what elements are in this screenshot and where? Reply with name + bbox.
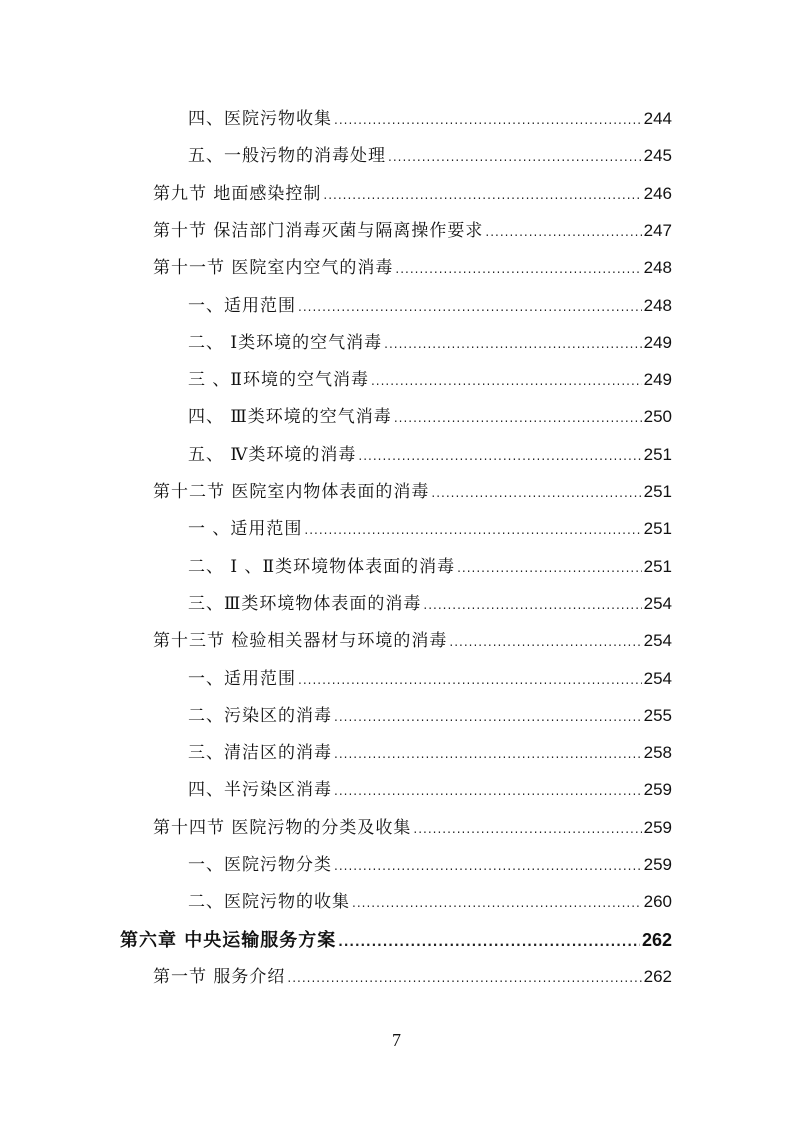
toc-dot-leader (413, 814, 641, 844)
toc-dot-leader (334, 776, 642, 806)
toc-entry-title: 三、Ⅲ类环境物体表面的消毒 (188, 593, 422, 614)
toc-dot-leader (358, 441, 641, 471)
toc-entry-chapter[interactable] (120, 925, 672, 955)
toc-entry-section[interactable] (153, 179, 672, 209)
toc-entry-item[interactable] (188, 514, 672, 544)
toc-entry-page: 259 (643, 855, 672, 874)
toc-entry-page: 260 (643, 892, 672, 912)
toc-entry-title: 二、 Ⅰ 、Ⅱ类环境物体表面的消毒 (188, 556, 456, 577)
toc-entry-title: 五、 Ⅳ类环境的消毒 (188, 444, 357, 465)
toc-dot-leader (334, 739, 642, 769)
toc-entry-page: 262 (641, 929, 672, 950)
toc-entry-page: 258 (643, 743, 672, 763)
toc-entry-item[interactable] (188, 775, 672, 805)
toc-entry-title: 四、 Ⅲ类环境的空气消毒 (188, 407, 392, 428)
toc-dot-leader (388, 142, 642, 172)
toc-entry-title: 二、医院污物的收集 (188, 892, 350, 913)
toc-entry-title: 二、污染区的消毒 (188, 705, 332, 726)
toc-entry-section[interactable] (153, 962, 672, 992)
toc-entry-item[interactable] (188, 440, 672, 470)
toc-entry-page: 259 (643, 817, 672, 837)
page-number: 7 (392, 1030, 401, 1050)
toc-entry-item[interactable] (188, 850, 672, 880)
toc-entry-title: 第十二节 医院室内物体表面的消毒 (153, 482, 430, 502)
toc-entry-title: 四、半污染区消毒 (188, 780, 332, 801)
toc-dot-leader (334, 105, 642, 135)
toc-entry-title: 第十三节 检验相关器材与环境的消毒 (153, 631, 448, 652)
toc-dot-leader (298, 665, 642, 695)
toc-entry-item[interactable] (188, 664, 672, 694)
toc-dot-leader (287, 963, 641, 993)
toc-entry-item[interactable] (188, 589, 672, 619)
toc-entry-item[interactable] (188, 552, 672, 582)
toc-entry-item[interactable] (188, 104, 672, 134)
toc-dot-leader (323, 180, 641, 210)
toc-entry-page: 254 (643, 631, 672, 651)
toc-dot-leader (352, 888, 642, 918)
toc-entry-title: 三、清洁区的消毒 (188, 743, 332, 764)
toc-dot-leader (395, 254, 641, 284)
toc-entry-page: 254 (643, 593, 672, 613)
toc-entry-page: 249 (643, 332, 672, 352)
toc-entry-page: 247 (643, 220, 672, 240)
toc-entry-page: 251 (643, 556, 672, 576)
toc-entry-title: 第十节 保洁部门消毒灭菌与隔离操作要求 (153, 220, 484, 241)
toc-entry-title: 四、医院污物收集 (188, 109, 332, 129)
toc-entry-item[interactable] (188, 402, 672, 432)
toc-entry-title: 第一节 服务介绍 (153, 966, 286, 987)
toc-dot-leader (423, 590, 641, 620)
toc-dot-leader (394, 403, 642, 433)
toc-dot-leader (334, 702, 642, 732)
toc-entry-page: 248 (643, 295, 672, 315)
toc-entry-page: 245 (643, 146, 672, 166)
toc-entry-item[interactable] (188, 738, 672, 768)
toc-dot-leader (298, 292, 642, 322)
toc-entry-page: 251 (643, 482, 672, 501)
toc-entry-page: 249 (643, 370, 672, 390)
toc-entry-title: 一、适用范围 (188, 668, 296, 689)
toc-entry-title: 第六章 中央运输服务方案 (120, 929, 337, 951)
toc-entry-title: 第十一节 医院室内空气的消毒 (153, 258, 394, 279)
toc-entry-title: 第十四节 医院污物的分类及收集 (153, 817, 412, 838)
toc-entry-item[interactable] (188, 141, 672, 171)
toc-dot-leader (304, 515, 641, 545)
toc-entry-title: 一、适用范围 (188, 295, 296, 316)
toc-entry-title: 一 、适用范围 (188, 519, 303, 540)
toc-entry-page: 251 (643, 519, 672, 539)
toc-entry-section[interactable] (153, 253, 672, 283)
toc-entry-item[interactable] (188, 328, 672, 358)
toc-entry-section[interactable] (153, 626, 672, 656)
toc-dot-leader (371, 366, 642, 396)
toc-entry-title: 一、医院污物分类 (188, 855, 332, 875)
toc-entry-section[interactable] (153, 477, 672, 507)
toc-entry-page: 251 (643, 444, 672, 464)
toc-dot-leader (338, 927, 640, 957)
toc-dot-leader (431, 478, 641, 508)
toc-dot-leader (449, 627, 641, 657)
toc-entry-item[interactable] (188, 291, 672, 321)
toc-entry-page: 246 (643, 183, 672, 203)
toc-entry-item[interactable] (188, 365, 672, 395)
toc-entry-title: 五、一般污物的消毒处理 (188, 146, 386, 167)
toc-entry-page: 259 (643, 780, 672, 800)
toc-entry-page: 244 (643, 109, 672, 128)
toc-entry-page: 248 (643, 258, 672, 278)
toc-entry-section[interactable] (153, 216, 672, 246)
toc-entry-title: 第九节 地面感染控制 (153, 183, 322, 204)
toc-entry-page: 250 (643, 407, 672, 427)
toc-entry-section[interactable] (153, 813, 672, 843)
toc-dot-leader (384, 329, 642, 359)
toc-dot-leader (485, 217, 641, 247)
toc-entry-title: 二、 Ⅰ类环境的空气消毒 (188, 332, 383, 353)
toc-entry-title: 三 、Ⅱ环境的空气消毒 (188, 370, 369, 391)
toc-entry-page: 254 (643, 668, 672, 688)
toc-dot-leader (334, 851, 642, 881)
toc-entry-page: 255 (643, 705, 672, 725)
toc-entry-item[interactable] (188, 887, 672, 917)
toc-entry-item[interactable] (188, 701, 672, 731)
toc-dot-leader (457, 553, 642, 583)
toc-entry-page: 262 (643, 966, 672, 986)
